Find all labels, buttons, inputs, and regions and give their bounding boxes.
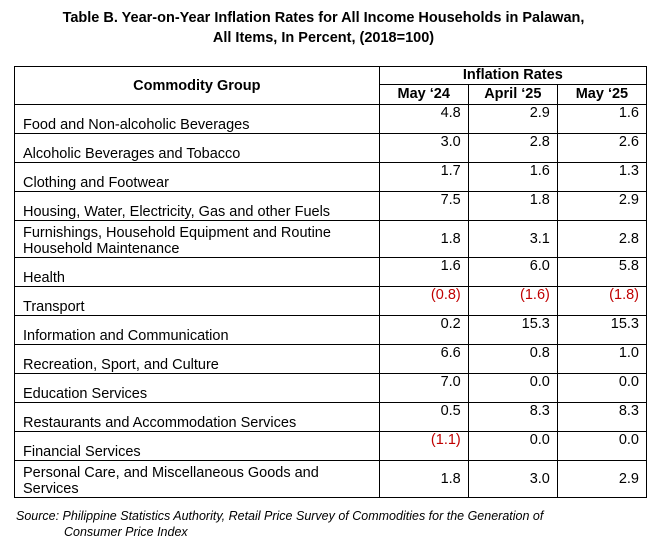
cell-april-25: 6.0 <box>468 258 557 287</box>
cell-may-25: 2.9 <box>557 461 646 498</box>
cell-april-25: 3.1 <box>468 221 557 258</box>
cell-may-25: (1.8) <box>557 287 646 316</box>
cell-may-24: 1.7 <box>379 163 468 192</box>
cell-april-25: 2.8 <box>468 134 557 163</box>
cell-may-24: 0.2 <box>379 316 468 345</box>
table-row <box>15 134 647 163</box>
row-label: Housing, Water, Electricity, Gas and other Fuels <box>15 192 380 221</box>
cell-may-24: 7.5 <box>379 192 468 221</box>
cell-may-25: 0.0 <box>557 432 646 461</box>
cell-may-25: 2.9 <box>557 192 646 221</box>
row-label-line1: Personal Care, and Miscellaneous Goods and <box>23 465 319 481</box>
table-row <box>15 287 647 316</box>
cell-may-25: 0.0 <box>557 374 646 403</box>
cell-may-25: 1.6 <box>557 105 646 134</box>
cell-may-24: 3.0 <box>379 134 468 163</box>
table-title-line2: All Items, In Percent, (2018=100) <box>212 30 435 46</box>
cell-may-24: 0.5 <box>379 403 468 432</box>
table-title <box>0 8 647 48</box>
row-label: Transport <box>15 287 380 316</box>
table-row <box>15 316 647 345</box>
cell-may-25: 8.3 <box>557 403 646 432</box>
cell-april-25: (1.6) <box>468 287 557 316</box>
cell-april-25: 0.0 <box>468 432 557 461</box>
cell-may-25: 2.6 <box>557 134 646 163</box>
table-row <box>15 105 647 134</box>
source-note-line2: Consumer Price Index <box>64 525 188 539</box>
table-row <box>15 258 647 287</box>
cell-may-24: 1.8 <box>379 221 468 258</box>
row-label <box>15 461 380 498</box>
row-label-line2: Services <box>23 481 79 497</box>
header-commodity-group: Commodity Group <box>15 67 380 105</box>
cell-april-25: 3.0 <box>468 461 557 498</box>
cell-april-25: 0.8 <box>468 345 557 374</box>
row-label: Alcoholic Beverages and Tobacco <box>15 134 380 163</box>
row-label: Restaurants and Accommodation Services <box>15 403 380 432</box>
cell-may-25: 2.8 <box>557 221 646 258</box>
cell-may-24: 1.8 <box>379 461 468 498</box>
cell-may-24: 7.0 <box>379 374 468 403</box>
cell-april-25: 8.3 <box>468 403 557 432</box>
row-label: Information and Communication <box>15 316 380 345</box>
table-row <box>15 461 647 498</box>
source-note <box>16 508 636 540</box>
table-row <box>15 432 647 461</box>
cell-april-25: 0.0 <box>468 374 557 403</box>
header-inflation-rates: Inflation Rates <box>379 67 646 85</box>
header-col-april-25: April ‘25 <box>468 85 557 105</box>
header-col-may-24: May ‘24 <box>379 85 468 105</box>
cell-may-24: 4.8 <box>379 105 468 134</box>
cell-may-24: 6.6 <box>379 345 468 374</box>
table-row <box>15 345 647 374</box>
cell-may-25: 1.0 <box>557 345 646 374</box>
row-label: Recreation, Sport, and Culture <box>15 345 380 374</box>
inflation-table <box>14 66 647 498</box>
table-title-line1: Table B. Year-on-Year Inflation Rates for All Income Households in Palawan, <box>62 10 585 26</box>
row-label: Education Services <box>15 374 380 403</box>
row-label: Health <box>15 258 380 287</box>
cell-may-24: 1.6 <box>379 258 468 287</box>
cell-may-25: 5.8 <box>557 258 646 287</box>
header-col-may-25: May ‘25 <box>557 85 646 105</box>
table-row <box>15 163 647 192</box>
cell-may-24: (1.1) <box>379 432 468 461</box>
row-label: Clothing and Footwear <box>15 163 380 192</box>
row-label <box>15 221 380 258</box>
row-label-line2: Household Maintenance <box>23 241 180 257</box>
cell-april-25: 15.3 <box>468 316 557 345</box>
cell-april-25: 2.9 <box>468 105 557 134</box>
source-note-line1: Source: Philippine Statistics Authority, Retail Price Survey of Commodities for the Generation of <box>16 509 544 523</box>
table-row <box>15 221 647 258</box>
table-row <box>15 192 647 221</box>
row-label: Food and Non-alcoholic Beverages <box>15 105 380 134</box>
row-label-line1: Furnishings, Household Equipment and Routine <box>23 225 331 241</box>
table-row <box>15 403 647 432</box>
cell-may-24: (0.8) <box>379 287 468 316</box>
cell-may-25: 15.3 <box>557 316 646 345</box>
table-row <box>15 374 647 403</box>
cell-april-25: 1.8 <box>468 192 557 221</box>
cell-april-25: 1.6 <box>468 163 557 192</box>
row-label: Financial Services <box>15 432 380 461</box>
cell-may-25: 1.3 <box>557 163 646 192</box>
